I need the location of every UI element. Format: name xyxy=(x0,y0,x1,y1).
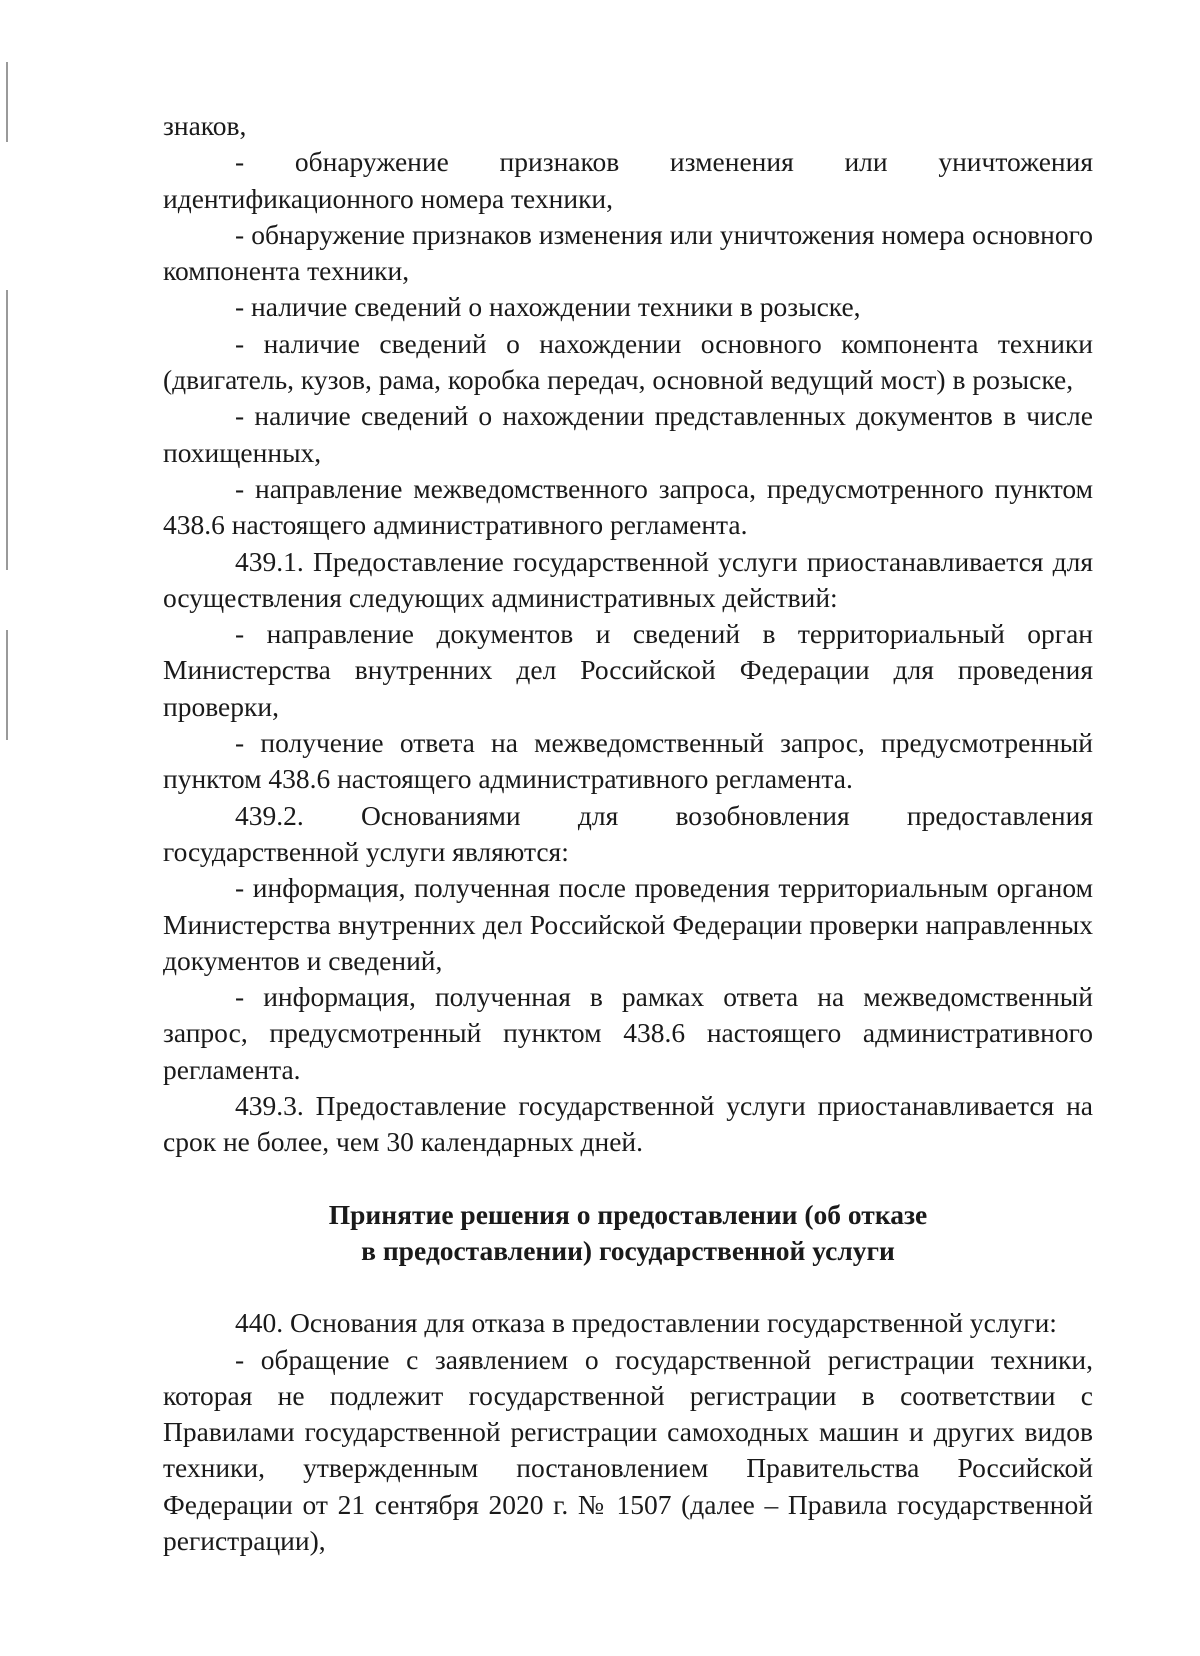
paragraph: - направление межведомственного запроса, предусмотренного пунктом 438.6 настоящего административного регламента. xyxy=(163,472,1093,541)
paragraph: - наличие сведений о нахождении представленных документов в числе похищенных, xyxy=(163,400,1093,468)
paragraph: - обнаружение признаков изменения или уничтожения номера основного компонента техники, xyxy=(163,218,1093,287)
paragraph: - получение ответа на межведомственный запрос, предусмотренный пунктом 438.6 настоящего административного регламента. xyxy=(163,727,1093,795)
paragraphs-bottom xyxy=(163,1305,1093,1559)
paragraph: - информация, полученная в рамках ответа на межведомственный запрос, предусмотренный пунктом 438.6 настоящего административного регламента. xyxy=(163,981,1093,1085)
paragraph: - направление документов и сведений в территориальный орган Министерства внутренних дел Российской Федерации для проведения проверки, xyxy=(163,618,1093,722)
paragraph: - обнаружение признаков изменения или уничтожения идентификационного номера техники, xyxy=(163,146,1093,214)
paragraph: 439.1. Предоставление государственной услуги приостанавливается для осуществления следующих административных действий: xyxy=(163,545,1093,613)
paragraph: - наличие сведений о нахождении техники в розыске, xyxy=(235,291,861,323)
scan-edge-mark xyxy=(6,630,8,740)
scan-edge-mark xyxy=(6,62,8,142)
section-heading-line: в предоставлении) государственной услуги xyxy=(361,1234,895,1266)
scan-edge-mark xyxy=(6,290,8,570)
paragraph: 440. Основания для отказа в предоставлении государственной услуги: xyxy=(235,1307,1057,1339)
paragraph: - информация, полученная после проведения территориальным органом Министерства внутренних дел Российской Федерации проверки направленных документов и сведений, xyxy=(163,872,1093,976)
paragraph: - обращение с заявлением о государственной регистрации техники, которая не подлежит государственной регистрации в соответствии с Правилами государственной регистрации самоходных машин и других видов техники, утвержденным постановлением Правительства Российской Федерации от 21 сентября 2020 г. № 1507 (далее – Правила государственной регистрации), xyxy=(163,1343,1093,1556)
paragraphs-top xyxy=(163,108,1093,1161)
paragraph: 439.2. Основаниями для возобновления предоставления государственной услуги являются: xyxy=(163,799,1093,867)
paragraph: - наличие сведений о нахождении основного компонента техники (двигатель, кузов, рама, коробка передач, основной ведущий мост) в розыске, xyxy=(163,327,1093,396)
paragraph: 439.3. Предоставление государственной услуги приостанавливается на срок не более, чем 30 календарных дней. xyxy=(163,1090,1093,1158)
document-body xyxy=(163,108,1093,1559)
section-heading-line: Принятие решения о предоставлении (об отказе xyxy=(328,1198,928,1230)
section-heading xyxy=(163,1197,1093,1270)
paragraph: знаков, xyxy=(163,110,247,141)
